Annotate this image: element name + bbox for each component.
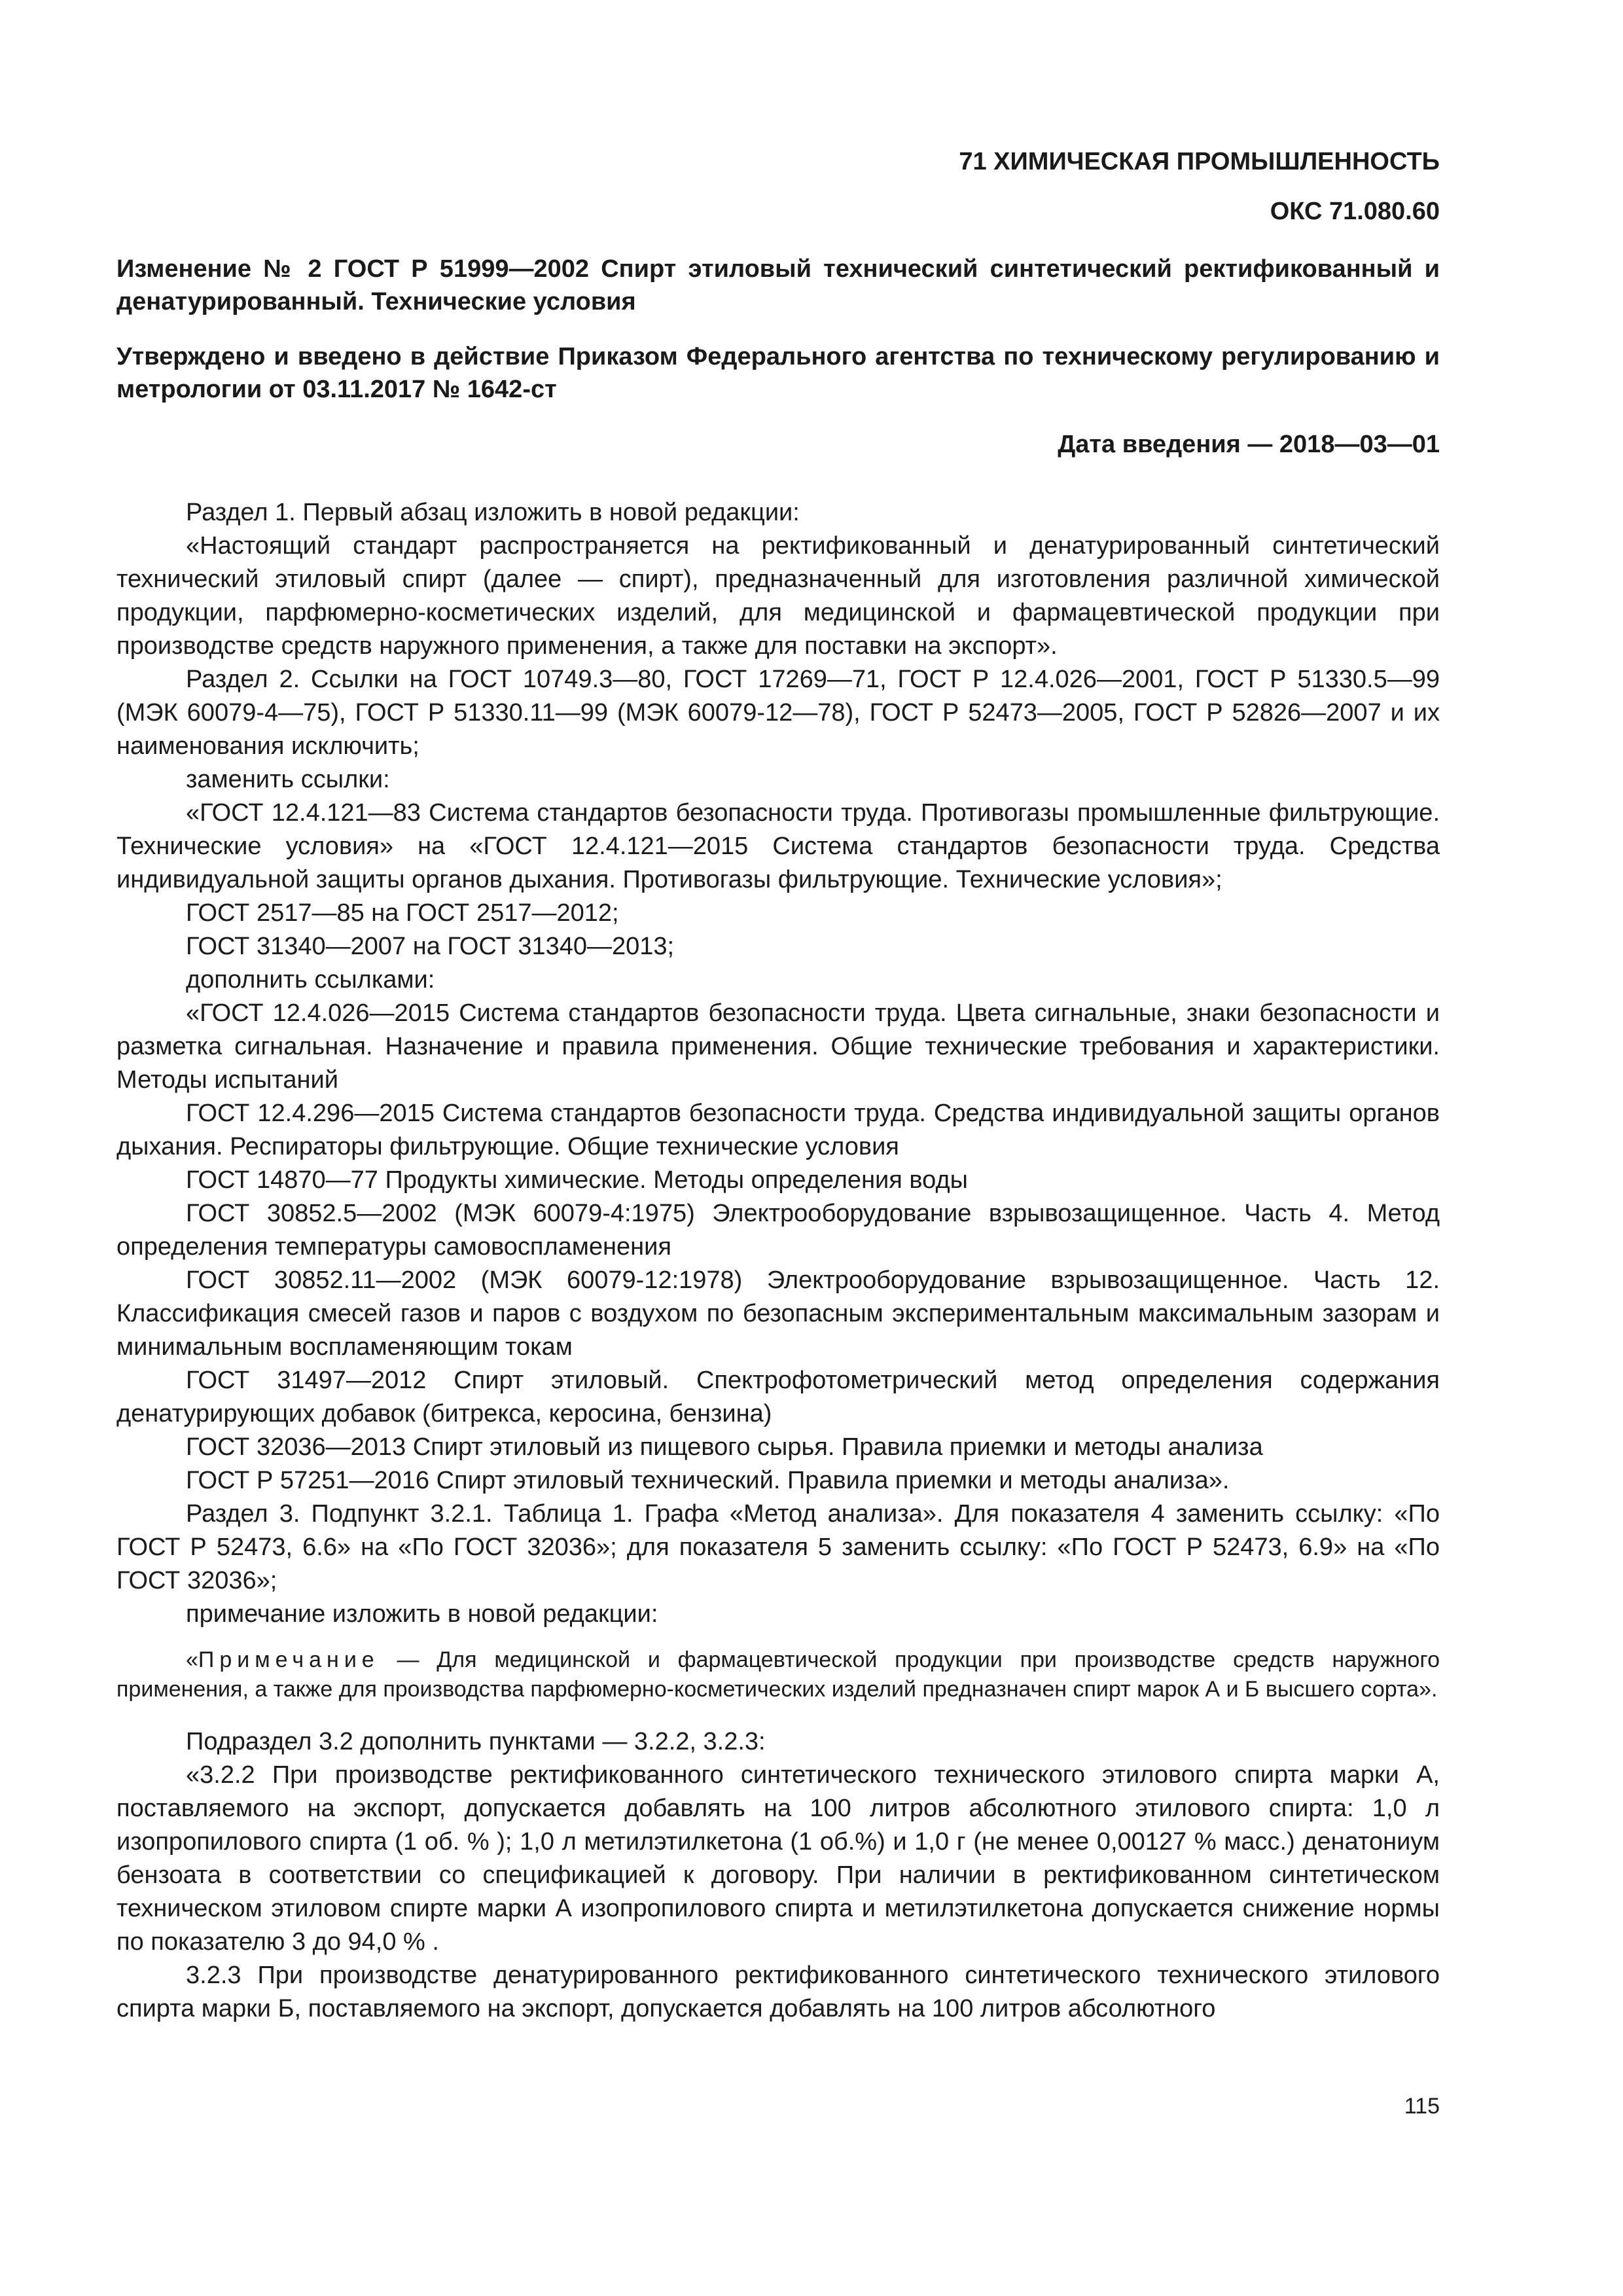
approval-statement: Утверждено и введено в действие Приказом Федерального агентства по техническому регулированию и метрологии от 03.11.2017 № 1642-ст (116, 343, 1440, 403)
paragraph: заменить ссылки: (186, 766, 390, 793)
page-content (116, 145, 1440, 2026)
paragraph: «ГОСТ 12.4.121—83 Система стандартов безопасности труда. Противогазы промышленные фильтрующие. Технические условия» на «ГОСТ 12.4.121—2015 Система стандартов безопасности труда. Средства индивидуальной защиты органов дыхания. Противогазы фильтрующие. Технические условия»; (116, 799, 1440, 893)
page-number: 115 (1404, 2094, 1440, 2119)
paragraph: Раздел 2. Ссылки на ГОСТ 10749.3—80, ГОСТ 17269—71, ГОСТ Р 12.4.026—2001, ГОСТ Р 51330.5—99 (МЭК 60079-4—75), ГОСТ Р 51330.11—99 (МЭК 60079-12—78), ГОСТ Р 52473—2005, ГОСТ Р 52826—2007 и их наименования исключить; (116, 666, 1440, 760)
paragraph: «Настоящий стандарт распространяется на ректификованный и денатурированный синтетический технический этиловый спирт (далее — спирт), предназначенный для изготовления различной химической продукции, парфюмерно-косметических изделий, для медицинской и фармацевтической продукции при производстве средств наружного применения, а также для поставки на экспорт». (116, 532, 1440, 660)
paragraph: ГОСТ 30852.5—2002 (МЭК 60079-4:1975) Электрооборудование взрывозащищенное. Часть 4. Метод определения температуры самовоспламенения (116, 1200, 1440, 1261)
paragraph: «3.2.2 При производстве ректификованного синтетического технического этилового спирта марки А, поставляемого на экспорт, допускается добавлять на 100 литров абсолютного этилового спирта: 1,0 л изопропилового спирта (1 об. % ); 1,0 л метилэтилкетона (1 об.%) и 1,0 г (не менее 0,00127 % масс.) денатониум бензоата в соответствии со спецификацией к договору. При наличии в ректификованном синтетическом техническом этиловом спирте марки А изопропилового спирта и метилэтилкетона допускается снижение нормы по показателю 3 до 94,0 % . (116, 1761, 1440, 1956)
note-block (116, 1645, 1440, 1704)
oks-code: ОКС 71.080.60 (1270, 198, 1440, 225)
body-after-note (116, 1725, 1440, 2026)
paragraph: ГОСТ 31497—2012 Спирт этиловый. Спектрофотометрический метод определения содержания денатурирующих добавок (битрекса, керосина, бензина) (116, 1367, 1440, 1427)
section-heading: 71 ХИМИЧЕСКАЯ ПРОМЫШЛЕННОСТЬ (959, 148, 1440, 175)
paragraph: ГОСТ 2517—85 на ГОСТ 2517—2012; (186, 899, 619, 927)
paragraph: 3.2.3 При производстве денатурированного ректификованного синтетического технического этилового спирта марки Б, поставляемого на экспорт, допускается добавлять на 100 литров абсолютного (116, 1962, 1440, 2022)
note-label: Примечание (198, 1647, 380, 1672)
paragraph: примечание изложить в новой редакции: (186, 1600, 658, 1628)
paragraph: ГОСТ 12.4.296—2015 Система стандартов безопасности труда. Средства индивидуальной защиты органов дыхания. Респираторы фильтрующие. Общие технические условия (116, 1100, 1440, 1160)
paragraph: ГОСТ 14870—77 Продукты химические. Методы определения воды (186, 1166, 968, 1194)
body-before-note (116, 496, 1440, 1631)
paragraph: дополнить ссылками: (186, 966, 435, 994)
paragraph: ГОСТ Р 57251—2016 Спирт этиловый технический. Правила приемки и методы анализа». (186, 1467, 1230, 1494)
paragraph: ГОСТ 30852.11—2002 (МЭК 60079-12:1978) Электрооборудование взрывозащищенное. Часть 12. Классификация смесей газов и паров с воздухом по безопасным экспериментальным максимальным зазорам и минимальным воспламеняющим токам (116, 1266, 1440, 1361)
paragraph: Раздел 1. Первый абзац изложить в новой редакции: (186, 499, 800, 526)
paragraph: ГОСТ 32036—2013 Спирт этиловый из пищевого сырья. Правила приемки и методы анализа (186, 1433, 1263, 1461)
paragraph: ГОСТ 31340—2007 на ГОСТ 31340—2013; (186, 933, 675, 960)
amendment-title: Изменение № 2 ГОСТ Р 51999—2002 Спирт этиловый технический синтетический ректификованный и денатурированный. Технические условия (116, 255, 1440, 315)
paragraph: Раздел 3. Подпункт 3.2.1. Таблица 1. Графа «Метод анализа». Для показателя 4 заменить ссылку: «По ГОСТ Р 52473, 6.6» на «По ГОСТ 32036»; для показателя 5 заменить ссылку: «По ГОСТ Р 52473, 6.9» на «По ГОСТ 32036»; (116, 1500, 1440, 1594)
paragraph: «ГОСТ 12.4.026—2015 Система стандартов безопасности труда. Цвета сигнальные, знаки безопасности и разметка сигнальная. Назначение и правила применения. Общие технические требования и характеристики. Методы испытаний (116, 999, 1440, 1094)
note-prefix: « (186, 1647, 198, 1672)
effective-date: Дата введения — 2018—03—01 (1058, 431, 1440, 458)
note-text: — Для медицинской и фармацевтической продукции при производстве средств наружного применения, а также для производства парфюмерно-косметических изделий предназначен спирт марок А и Б высшего сорта». (116, 1647, 1440, 1702)
paragraph: Подраздел 3.2 дополнить пунктами — 3.2.2, 3.2.3: (186, 1728, 766, 1755)
